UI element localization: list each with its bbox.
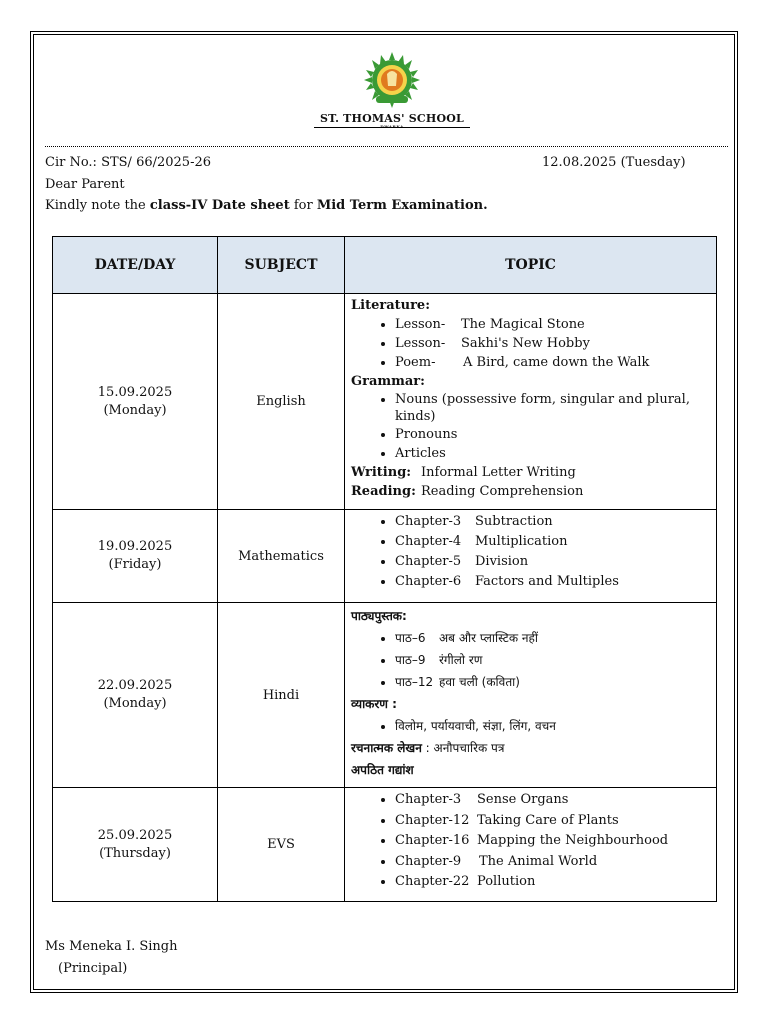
school-name-text: ST. THOMAS' SCHOOL: [320, 112, 464, 125]
list-item: • Lesson- Sakhi's New Hobby: [395, 334, 710, 353]
exam-date: 22.09.2025: [97, 678, 173, 693]
topic-cell: [345, 294, 717, 510]
exam-day: (Monday): [103, 402, 167, 418]
salutation: Dear Parent: [45, 177, 125, 192]
date-cell: [53, 603, 218, 788]
chapter-list: [351, 512, 710, 592]
circular-date: 12.08.2025 (Tuesday): [542, 155, 686, 170]
exam-date: 15.09.2025: [97, 384, 173, 400]
list-item: • Nouns (possessive form, singular and plural, kinds): [395, 391, 710, 425]
list-item: • Chapter-3 Subtraction: [395, 512, 710, 532]
school-logo: [358, 52, 426, 112]
topic-cell: [345, 603, 717, 788]
list-item: • पाठ–12 हवा चली (कविता): [395, 671, 710, 693]
exam-day: (Thursday): [99, 845, 171, 861]
logo-emblem: [387, 71, 397, 86]
date-sheet-table: [52, 236, 717, 902]
table-row-english: [53, 294, 717, 510]
circular-number: Cir No.: STS/ 66/2025-26: [45, 155, 212, 170]
principal-title: (Principal): [58, 961, 128, 976]
list-item: • Chapter-9 The Animal World: [395, 852, 710, 873]
topic-cell: [345, 510, 717, 603]
list-item: • Articles: [395, 444, 710, 463]
logo-banner: [376, 96, 408, 103]
header-dotted-divider: [45, 146, 728, 147]
school-location: DWARKA: [380, 124, 404, 129]
chapter-list: [351, 790, 710, 893]
list-item: • Lesson- The Magical Stone: [395, 315, 710, 334]
list-item: • Chapter-4 Multiplication: [395, 532, 710, 552]
subject-cell: Mathematics: [218, 510, 345, 603]
lesson-list: [351, 627, 710, 693]
list-item: • Chapter-6 Factors and Multiples: [395, 572, 710, 592]
intro-exam: Mid Term Examination.: [316, 198, 488, 213]
header-date-day: DATE/DAY: [53, 237, 218, 294]
school-name-underline: [314, 127, 470, 128]
table-row-hindi: [53, 603, 717, 788]
intro-mid: for: [289, 198, 317, 213]
list-item: • Poem- A Bird, came down the Walk: [395, 353, 710, 372]
list-item: • पाठ–9 रंगीलो रण: [395, 649, 710, 671]
list-item: • पाठ–6 अब और प्लास्टिक नहीं: [395, 627, 710, 649]
table-row-evs: [53, 788, 717, 902]
subject-cell: English: [218, 294, 345, 510]
exam-date: 25.09.2025: [97, 827, 173, 843]
grammar-list: [351, 391, 710, 463]
reading-line: Reading: Reading Comprehension: [351, 484, 584, 499]
header-topic: TOPIC: [345, 237, 717, 294]
subject-cell: Hindi: [218, 603, 345, 788]
list-item: • Chapter-3 Sense Organs: [395, 790, 710, 811]
unseen-passage-label: अपठित गद्यांश: [351, 763, 414, 777]
date-cell: [53, 294, 218, 510]
exam-date: 19.09.2025: [97, 539, 173, 554]
list-item: • विलोम, पर्यायवाची, संज्ञा, लिंग, वचन: [395, 715, 710, 737]
date-cell: [53, 510, 218, 603]
header-subject: SUBJECT: [218, 237, 345, 294]
exam-day: (Friday): [108, 557, 162, 572]
list-item: • Chapter-12 Taking Care of Plants: [395, 811, 710, 832]
textbook-label: पाठ्यपुस्तक:: [351, 609, 407, 623]
intro-line: [45, 198, 488, 214]
literature-list: [351, 315, 710, 372]
topic-cell: [345, 788, 717, 902]
hindi-writing-line: रचनात्मक लेखन : अनौपचारिक पत्र: [351, 741, 505, 755]
hindi-grammar-label: व्याकरण :: [351, 697, 397, 711]
table-row-mathematics: [53, 510, 717, 603]
list-item: • Chapter-22 Pollution: [395, 872, 710, 893]
table-header-row: [53, 237, 717, 294]
intro-prefix: Kindly note the: [45, 198, 150, 213]
intro-class: class-IV Date sheet: [149, 198, 290, 213]
list-item: • Chapter-16 Mapping the Neighbourhood: [395, 831, 710, 852]
hindi-grammar-list: [351, 715, 710, 737]
list-item: • Pronouns: [395, 425, 710, 444]
subject-cell: EVS: [218, 788, 345, 902]
date-cell: [53, 788, 218, 902]
list-item: • Chapter-5 Division: [395, 552, 710, 572]
writing-line: Writing: Informal Letter Writing: [351, 465, 576, 480]
exam-day: (Monday): [103, 696, 167, 711]
literature-label: Literature:: [351, 298, 431, 313]
grammar-label: Grammar:: [351, 374, 425, 389]
principal-name: Ms Meneka I. Singh: [45, 939, 178, 954]
